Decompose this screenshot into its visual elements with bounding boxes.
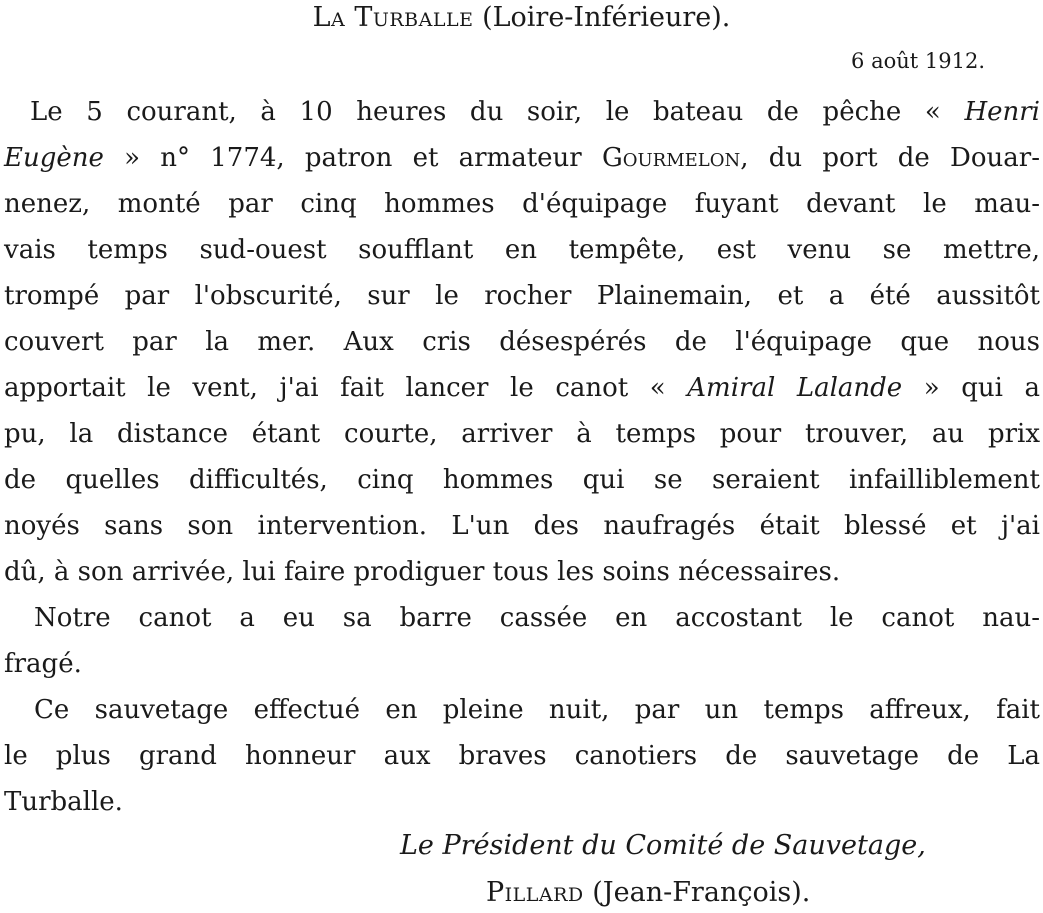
text-line-2 xyxy=(4,142,1040,174)
text-line-3: nenez, monté par cinq hommes d'équipage fuyant devant le mau- xyxy=(4,189,1040,219)
text-line-6: couvert par la mer. Aux cris désespérés de l'équipage que nous xyxy=(4,327,1040,357)
letter-date: 6 août 1912. xyxy=(851,49,985,73)
heading-place: La Turballe xyxy=(312,2,474,33)
boat-name-part: Eugène xyxy=(4,143,104,173)
signature-surname: Pillard xyxy=(486,877,584,908)
heading-region: (Loire-Inférieure). xyxy=(482,2,731,33)
text-line-13: fragé. xyxy=(4,649,82,679)
signature-role: Le Président du Comité de Sauvetage, xyxy=(400,830,926,861)
text-line-11: dû, à son arrivée, lui faire prodiguer tous les soins nécessaires. xyxy=(4,557,841,587)
text-line-12: Notre canot a eu sa barre cassée en accostant le canot nau- xyxy=(34,603,1040,633)
text-span: Le 5 courant, à 10 heures du soir, le bateau de pêche « xyxy=(30,97,965,127)
signature-name xyxy=(486,877,810,909)
lifeboat-name: Amiral Lalande xyxy=(687,373,903,403)
text-line-10: noyés sans son intervention. L'un des naufragés était blessé et j'ai xyxy=(4,511,1040,541)
text-line-14: Ce sauvetage effectué en pleine nuit, par un temps affreux, fait xyxy=(34,695,1040,725)
signature-given-name: (Jean-François). xyxy=(583,877,811,908)
page-heading xyxy=(0,2,1043,34)
text-line-5: trompé par l'obscurité, sur le rocher Plainemain, et a été aussitôt xyxy=(4,281,1040,311)
text-line-8: pu, la distance étant courte, arriver à temps pour trouver, au prix xyxy=(4,419,1040,449)
text-span: » qui a xyxy=(902,373,1040,403)
text-line-16: Turballe. xyxy=(4,787,123,817)
text-line-9: de quelles difficultés, cinq hommes qui se seraient infailliblement xyxy=(4,465,1040,495)
text-line-1 xyxy=(4,96,1040,128)
text-line-15: le plus grand honneur aux braves canotiers de sauvetage de La xyxy=(4,741,1040,771)
owner-name: Gourmelon xyxy=(601,143,741,173)
text-span: » n° 1774, patron et armateur xyxy=(103,143,602,173)
text-span: , du port de Douar- xyxy=(740,143,1040,173)
text-line-4: vais temps sud-ouest soufflant en tempête, est venu se mettre, xyxy=(4,235,1040,265)
text-span: apportait le vent, j'ai fait lancer le canot « xyxy=(4,373,688,403)
boat-name-part: Henri xyxy=(964,97,1040,127)
text-line-7 xyxy=(4,372,1040,404)
